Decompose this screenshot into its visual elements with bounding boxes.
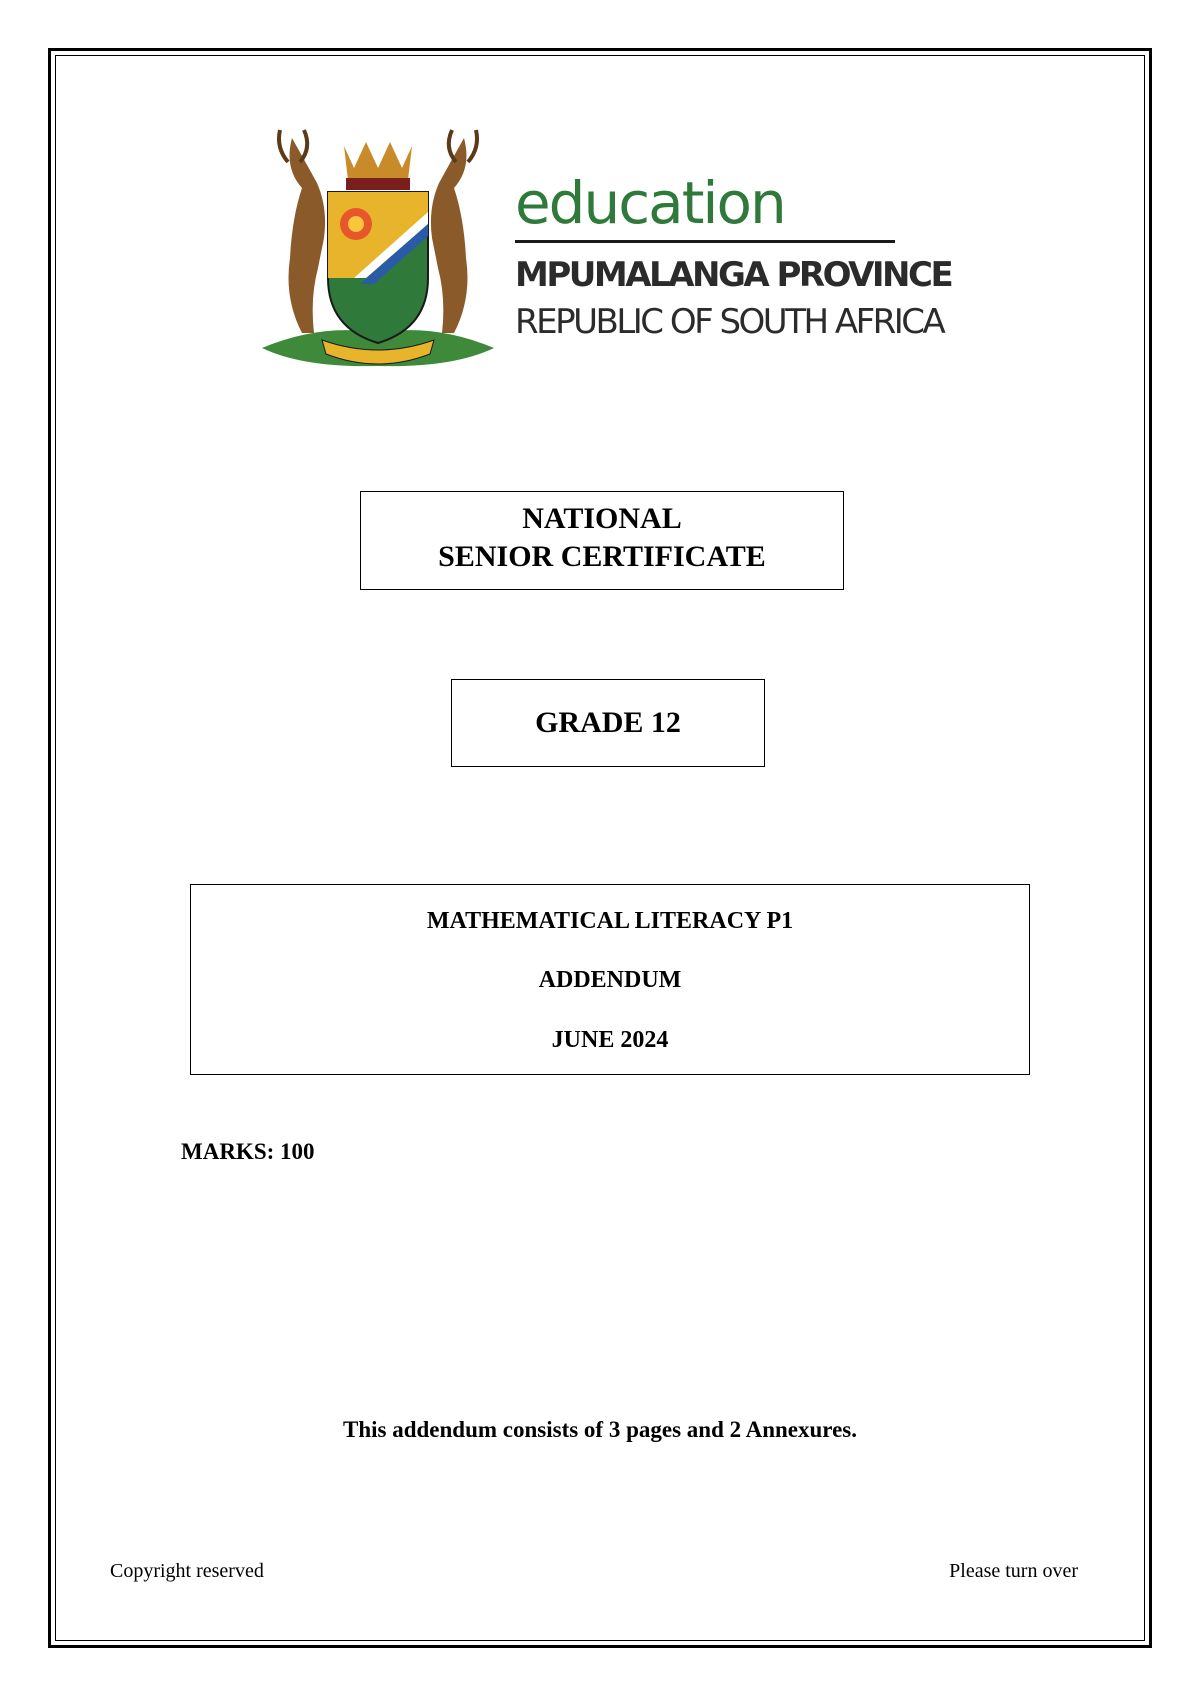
brand-block bbox=[515, 170, 785, 236]
grade-label: GRADE 12 bbox=[535, 706, 681, 739]
country-name: REPUBLIC OF SOUTH AFRICA bbox=[515, 302, 944, 342]
subject-box bbox=[190, 884, 1030, 1075]
brand-divider bbox=[515, 240, 895, 243]
exam-session: JUNE 2024 bbox=[551, 1027, 669, 1053]
grade-box bbox=[451, 679, 765, 767]
page-count-note: This addendum consists of 3 pages and 2 Annexures. bbox=[342, 1417, 858, 1442]
footer-copyright: Copyright reserved bbox=[110, 1560, 264, 1582]
document-type: ADDENDUM bbox=[538, 967, 682, 993]
mpumalanga-coat-of-arms-logo bbox=[262, 128, 494, 384]
certificate-title-box bbox=[360, 491, 844, 590]
brand-word: education bbox=[515, 169, 785, 237]
certificate-title-line1: NATIONAL bbox=[522, 502, 682, 535]
footer-turn-over: Please turn over bbox=[949, 1560, 1078, 1582]
province-name: MPUMALANGA PROVINCE bbox=[515, 255, 952, 295]
certificate-title-line2: SENIOR CERTIFICATE bbox=[438, 540, 766, 573]
marks-total: MARKS: 100 bbox=[181, 1139, 315, 1164]
subject-name: MATHEMATICAL LITERACY P1 bbox=[426, 908, 794, 934]
